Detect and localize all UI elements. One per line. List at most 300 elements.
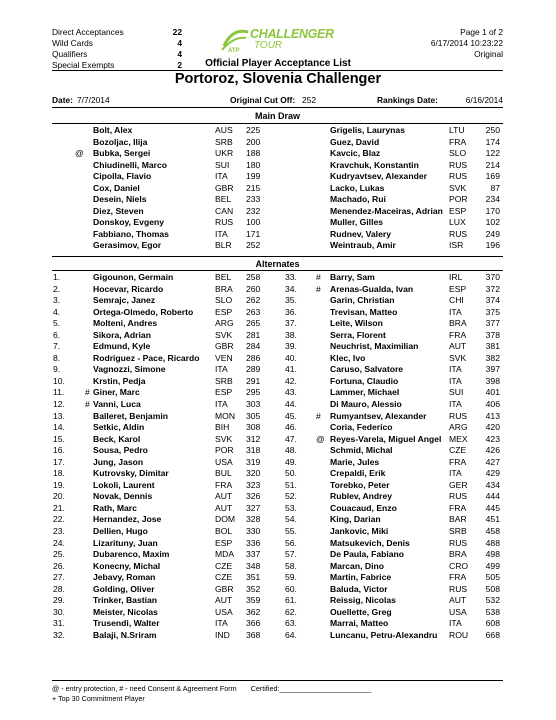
player-name: Marrai, Matteo (330, 618, 389, 629)
svg-text:ATP: ATP (228, 48, 240, 53)
alternate-number: 58. (285, 560, 297, 571)
player-rank: 382 (485, 352, 500, 363)
alternate-number: 18. (53, 468, 65, 479)
alternate-row (0, 387, 556, 399)
main-draw-row (0, 183, 556, 195)
alternate-number: 61. (285, 595, 297, 606)
player-rank: 398 (485, 375, 500, 386)
player-name: Marie, Jules (330, 456, 380, 467)
player-country: BRA (215, 283, 233, 294)
player-rank: 328 (246, 514, 261, 525)
alternate-number: 9. (53, 364, 61, 375)
player-rank: 445 (485, 502, 500, 513)
player-name: Arenas-Gualda, Ivan (330, 283, 414, 294)
player-rank: 234 (485, 194, 500, 205)
player-country: RUS (449, 159, 468, 170)
alternate-row (0, 318, 556, 330)
player-rank: 327 (246, 502, 261, 513)
player-name: Trevisan, Matteo (330, 306, 398, 317)
player-name: Rublev, Andrey (330, 491, 393, 502)
player-name: Reissig, Nicolas (330, 595, 396, 606)
count-row: Wild Cards 4 (52, 38, 182, 48)
player-country: USA (215, 606, 233, 617)
player-name: Lammer, Michael (330, 387, 400, 398)
player-country: SVK (215, 329, 233, 340)
alternate-row (0, 595, 556, 607)
alternate-number: 27. (53, 572, 65, 583)
player-rank: 378 (485, 329, 500, 340)
alternate-row (0, 480, 556, 492)
alternate-row (0, 353, 556, 365)
player-rank: 258 (246, 272, 261, 282)
player-rank: 413 (485, 410, 500, 421)
player-rank: 318 (246, 445, 261, 456)
player-name: Kutrovsky, Dimitar (93, 468, 169, 479)
player-country: RUS (449, 228, 468, 239)
count-row: Qualifiers 4 (52, 49, 182, 59)
player-country: SRB (215, 136, 233, 147)
player-rank: 374 (485, 295, 500, 306)
player-rank: 188 (246, 148, 261, 159)
player-name: Giner, Marc (93, 387, 140, 398)
alternate-number: 42. (285, 375, 297, 386)
player-country: AUT (215, 502, 233, 513)
alternate-number: 32. (53, 629, 65, 640)
player-country: POR (449, 194, 468, 205)
player-rank: 122 (485, 148, 500, 159)
player-name: Caruso, Salvatore (330, 364, 404, 375)
player-country: SRB (215, 375, 233, 386)
player-rank: 260 (246, 283, 261, 294)
player-country: ITA (215, 618, 228, 629)
player-country: ITA (215, 399, 228, 410)
player-rank: 608 (485, 618, 500, 629)
main-draw-row (0, 229, 556, 241)
player-country: CZE (449, 445, 467, 456)
player-rank: 423 (485, 433, 500, 444)
alternate-number: 51. (285, 479, 297, 490)
player-country: BRA (449, 318, 467, 329)
player-rank: 368 (246, 629, 261, 640)
player-rank: 330 (246, 526, 261, 537)
player-country: CHI (449, 295, 464, 306)
alternate-number: 25. (53, 549, 65, 560)
player-name: Schmid, Michal (330, 445, 393, 456)
player-rank: 225 (246, 125, 261, 135)
player-rank: 281 (246, 329, 261, 340)
player-rank: 305 (246, 410, 261, 421)
player-name: Konecny, Michal (93, 560, 161, 571)
alternate-row (0, 630, 556, 642)
alternate-row (0, 526, 556, 538)
main-draw-row (0, 148, 556, 160)
alternate-number: 55. (285, 526, 297, 537)
player-name: Rudnev, Valery (330, 228, 391, 239)
alternate-number: 30. (53, 606, 65, 617)
player-country: ESP (449, 283, 467, 294)
player-country: RUS (215, 217, 234, 228)
alternate-number: 47. (285, 433, 297, 444)
alternate-number: 46. (285, 422, 297, 433)
player-country: VEN (215, 352, 233, 363)
alternate-row (0, 376, 556, 388)
certified-line: Certified:_______________________ (250, 684, 372, 693)
player-name: Rodriguez - Pace, Ricardo (93, 352, 200, 363)
alternate-row (0, 422, 556, 434)
player-rank: 375 (485, 306, 500, 317)
player-rank: 397 (485, 364, 500, 375)
player-country: USA (215, 456, 233, 467)
main-draw-row (0, 137, 556, 149)
alternate-row (0, 491, 556, 503)
player-rank: 362 (246, 606, 261, 617)
player-name: Krstin, Pedja (93, 375, 146, 386)
player-rank: 372 (485, 283, 500, 294)
player-country: CAN (215, 205, 234, 216)
player-country: GBR (215, 182, 234, 193)
player-country: ITA (449, 399, 462, 410)
player-rank: 668 (485, 629, 500, 640)
player-name: Rumyantsev, Alexander (330, 410, 427, 421)
entry-mark: # (316, 272, 321, 282)
entry-mark: @ (75, 148, 84, 159)
player-name: Lokoli, Laurent (93, 479, 155, 490)
player-name: Balleret, Benjamin (93, 410, 168, 421)
player-rank: 377 (485, 318, 500, 329)
alternate-number: 56. (285, 537, 297, 548)
player-country: ARG (215, 318, 234, 329)
alternate-number: 41. (285, 364, 297, 375)
player-name: Barry, Sam (330, 272, 375, 282)
player-country: ITA (449, 306, 462, 317)
player-name: Kudryavtsev, Alexander (330, 171, 427, 182)
player-name: Couacaud, Enzo (330, 502, 397, 513)
divider (52, 680, 503, 681)
player-rank: 215 (246, 182, 261, 193)
alternate-number: 23. (53, 526, 65, 537)
player-country: BOL (215, 526, 233, 537)
player-country: ESP (215, 537, 233, 548)
legend-text: @ - entry protection, # - need Consent & Agreement Form (52, 684, 237, 693)
player-country: BLR (215, 240, 232, 251)
player-country: ITA (449, 375, 462, 386)
alternate-number: 43. (285, 387, 297, 398)
player-name: Semrajc, Janez (93, 295, 156, 306)
alternate-number: 35. (285, 295, 297, 306)
player-country: AUS (215, 125, 233, 135)
entry-mark: # (85, 387, 90, 398)
player-country: RUS (449, 410, 468, 421)
player-rank: 174 (485, 136, 500, 147)
player-country: SUI (215, 159, 230, 170)
player-country: POR (215, 445, 234, 456)
player-country: BEL (215, 194, 232, 205)
alternate-number: 53. (285, 502, 297, 513)
player-country: GER (449, 479, 468, 490)
player-country: RUS (449, 537, 468, 548)
player-rank: 200 (246, 136, 261, 147)
alternate-number: 7. (53, 341, 61, 352)
player-name: Cipolla, Flavio (93, 171, 152, 182)
count-row: Special Exempts 2 (52, 60, 182, 70)
alternate-row (0, 307, 556, 319)
alternate-row (0, 399, 556, 411)
player-country: USA (449, 606, 467, 617)
player-rank: 420 (485, 422, 500, 433)
alternate-row (0, 549, 556, 561)
player-name: Molteni, Andres (93, 318, 158, 329)
alternate-number: 31. (53, 618, 65, 629)
alternate-number: 5. (53, 318, 61, 329)
alternate-row (0, 561, 556, 573)
player-rank: 291 (246, 375, 261, 386)
divider (52, 270, 503, 271)
alternate-number: 39. (285, 341, 297, 352)
player-name: Balaji, N.Sriram (93, 629, 157, 640)
player-rank: 451 (485, 514, 500, 525)
player-country: IRL (449, 272, 463, 282)
main-draw-row (0, 217, 556, 229)
player-name: Ortega-Olmedo, Roberto (93, 306, 194, 317)
player-rank: 262 (246, 295, 261, 306)
player-name: Kavcic, Blaz (330, 148, 381, 159)
player-rank: 319 (246, 456, 261, 467)
player-rank: 286 (246, 352, 261, 363)
player-name: Gigounon, Germain (93, 272, 174, 282)
player-rank: 352 (246, 583, 261, 594)
player-name: Gerasimov, Egor (93, 240, 162, 251)
player-country: AUT (449, 341, 467, 352)
player-country: BIH (215, 422, 230, 433)
alternate-number: 60. (285, 583, 297, 594)
alternate-number: 8. (53, 352, 61, 363)
alternate-number: 19. (53, 479, 65, 490)
player-name: Klec, Ivo (330, 352, 366, 363)
alternate-number: 49. (285, 456, 297, 467)
player-country: SVK (449, 352, 467, 363)
main-draw-row (0, 194, 556, 206)
player-rank: 336 (246, 537, 261, 548)
alternate-number: 21. (53, 502, 65, 513)
player-country: CZE (215, 560, 233, 571)
player-name: Matsukevich, Denis (330, 537, 410, 548)
player-rank: 401 (485, 387, 500, 398)
alternate-row (0, 572, 556, 584)
player-country: ITA (215, 171, 228, 182)
player-name: Leite, Wilson (330, 318, 383, 329)
player-country: ITA (449, 468, 462, 479)
player-rank: 320 (246, 468, 261, 479)
player-rank: 508 (485, 583, 500, 594)
player-name: Rath, Marc (93, 502, 137, 513)
player-name: Setkic, Aldin (93, 422, 145, 433)
player-rank: 196 (485, 240, 500, 251)
player-rank: 498 (485, 549, 500, 560)
main-draw-heading: Main Draw (254, 111, 300, 121)
player-name: De Paula, Fabiano (330, 549, 405, 560)
player-country: DOM (215, 514, 236, 525)
player-name: Dubarenco, Maxim (93, 549, 170, 560)
player-name: Fabbiano, Thomas (93, 228, 169, 239)
player-rank: 337 (246, 549, 261, 560)
alternate-row (0, 434, 556, 446)
player-rank: 214 (485, 159, 500, 170)
alternate-number: 14. (53, 422, 65, 433)
player-rank: 359 (246, 595, 261, 606)
alternate-number: 44. (285, 399, 297, 410)
alternate-row (0, 445, 556, 457)
player-rank: 199 (246, 171, 261, 182)
player-rank: 250 (485, 125, 500, 135)
player-rank: 169 (485, 171, 500, 182)
page-info: Page 1 of 2 6/17/2014 10:23:22 Original (430, 27, 503, 59)
player-country: AUT (215, 491, 233, 502)
player-name: Lacko, Lukas (330, 182, 385, 193)
player-name: Di Mauro, Alessio (330, 399, 402, 410)
player-name: Luncanu, Petru-Alexandru (330, 629, 438, 640)
player-name: Jankovic, Miki (330, 526, 389, 537)
player-rank: 312 (246, 433, 261, 444)
player-name: Jung, Jason (93, 456, 144, 467)
player-name: Vanni, Luca (93, 399, 141, 410)
player-country: MEX (449, 433, 468, 444)
player-country: BRA (449, 549, 467, 560)
divider (52, 123, 503, 124)
alternate-number: 2. (53, 283, 61, 294)
player-name: Baluda, Victor (330, 583, 388, 594)
player-country: FRA (449, 136, 467, 147)
player-name: Donskoy, Evgeny (93, 217, 164, 228)
player-country: IND (215, 629, 230, 640)
player-rank: 295 (246, 387, 261, 398)
player-rank: 351 (246, 572, 261, 583)
player-name: Reyes-Varela, Miguel Angel (330, 433, 442, 444)
top30-note: + Top 30 Commitment Player (52, 694, 145, 703)
alternate-row (0, 295, 556, 307)
alternate-row (0, 607, 556, 619)
alternate-number: 48. (285, 445, 297, 456)
alternate-number: 1. (53, 272, 61, 282)
player-name: Fortuna, Claudio (330, 375, 399, 386)
challenger-tour-logo: ATP CHALLENGER TOUR (218, 26, 330, 53)
player-name: Kravchuk, Konstantin (330, 159, 419, 170)
player-country: ARG (449, 422, 468, 433)
entry-mark: # (85, 399, 90, 410)
alternate-number: 29. (53, 595, 65, 606)
alternate-number: 40. (285, 352, 297, 363)
player-country: FRA (449, 329, 467, 340)
player-rank: 444 (485, 491, 500, 502)
player-rank: 249 (485, 228, 500, 239)
main-draw-row (0, 125, 556, 137)
alternate-row (0, 584, 556, 596)
entry-mark: # (316, 283, 321, 294)
player-rank: 233 (246, 194, 261, 205)
player-rank: 263 (246, 306, 261, 317)
player-country: FRA (449, 502, 467, 513)
player-rank: 232 (246, 205, 261, 216)
alternate-row (0, 618, 556, 630)
player-country: ROU (449, 629, 469, 640)
alternate-number: 6. (53, 329, 61, 340)
main-draw-row (0, 206, 556, 218)
player-country: SLO (215, 295, 233, 306)
player-name: Trusendi, Walter (93, 618, 160, 629)
alternate-row (0, 411, 556, 423)
player-name: Marcan, Dino (330, 560, 384, 571)
player-rank: 458 (485, 526, 500, 537)
player-rank: 532 (485, 595, 500, 606)
player-rank: 265 (246, 318, 261, 329)
player-rank: 284 (246, 341, 261, 352)
player-rank: 370 (485, 272, 500, 282)
player-name: Muller, Gilles (330, 217, 384, 228)
player-name: Bozoljac, Ilija (93, 136, 148, 147)
player-name: Cox, Daniel (93, 182, 140, 193)
player-name: Sikora, Adrian (93, 329, 151, 340)
player-name: Serra, Florent (330, 329, 386, 340)
player-country: RUS (449, 491, 468, 502)
player-name: Chiudinelli, Marco (93, 159, 168, 170)
player-rank: 289 (246, 364, 261, 375)
player-rank: 303 (246, 399, 261, 410)
alternate-number: 4. (53, 306, 61, 317)
alternate-row (0, 341, 556, 353)
alternate-number: 17. (53, 456, 65, 467)
player-name: Machado, Rui (330, 194, 386, 205)
alternate-number: 57. (285, 549, 297, 560)
alternate-number: 20. (53, 491, 65, 502)
player-rank: 87 (490, 182, 500, 193)
player-rank: 323 (246, 479, 261, 490)
player-rank: 538 (485, 606, 500, 617)
player-name: Grigelis, Laurynas (330, 125, 405, 135)
alternate-number: 34. (285, 283, 297, 294)
player-rank: 381 (485, 341, 500, 352)
player-country: RUS (449, 583, 468, 594)
count-row: Direct Acceptances 22 (52, 27, 182, 37)
player-name: Garin, Christian (330, 295, 395, 306)
alternate-number: 28. (53, 583, 65, 594)
player-country: ITA (449, 364, 462, 375)
alternate-number: 13. (53, 410, 65, 421)
alternate-row (0, 457, 556, 469)
alternate-row (0, 364, 556, 376)
alternate-number: 12. (53, 399, 65, 410)
document-title: Official Player Acceptance List (205, 58, 351, 69)
alternate-row (0, 272, 556, 284)
player-name: Bubka, Sergei (93, 148, 151, 159)
player-name: Beck, Karol (93, 433, 141, 444)
entry-mark: # (316, 410, 321, 421)
player-rank: 499 (485, 560, 500, 571)
player-country: RUS (449, 171, 468, 182)
player-name: Hernandez, Jose (93, 514, 162, 525)
player-rank: 427 (485, 456, 500, 467)
player-name: Lizarituny, Juan (93, 537, 158, 548)
alternate-row (0, 330, 556, 342)
player-name: King, Darian (330, 514, 381, 525)
alternate-number: 16. (53, 445, 65, 456)
footer (52, 684, 371, 704)
divider (52, 107, 503, 108)
player-name: Novak, Dennis (93, 491, 153, 502)
alternate-number: 33. (285, 272, 297, 282)
player-country: SVK (449, 182, 467, 193)
main-draw-row (0, 171, 556, 183)
player-country: ESP (449, 205, 467, 216)
player-country: AUT (449, 595, 467, 606)
